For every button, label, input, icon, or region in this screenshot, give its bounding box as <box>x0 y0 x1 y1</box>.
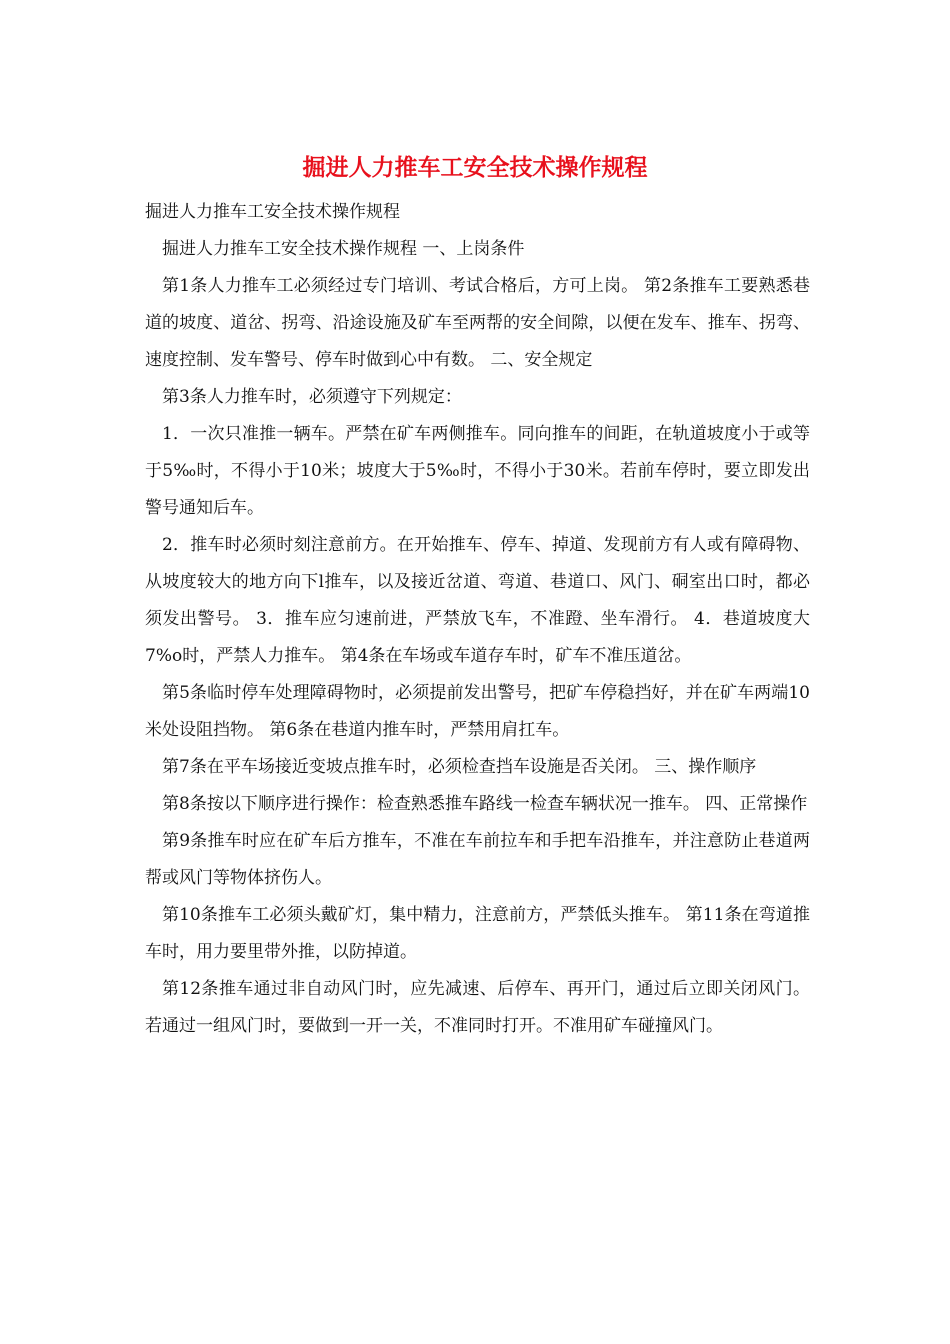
paragraph: 第8条按以下顺序进行操作：检查熟悉推车路线一检查车辆状况一推车。 四、正常操作 <box>162 794 808 814</box>
paragraph: 第9条推车时应在矿车后方推车，不准在车前拉车和手把车沿推车，并注意防止巷道两帮或风门等物体挤伤人。 <box>145 831 810 888</box>
paragraph: 掘进人力推车工安全技术操作规程 一、上岗条件 <box>162 239 525 259</box>
paragraph: 第1条人力推车工必须经过专门培训、考试合格后，方可上岗。 第2条推车工要熟悉巷道的坡度、道岔、拐弯、沿途设施及矿车至两帮的安全间隙，以便在发车、推车、拐弯、速度控制、发车警号、停车时做到心中有数。 二、安全规定 <box>145 276 810 370</box>
paragraph: 第7条在平车场接近变坡点推车时，必须检查挡车设施是否关闭。 三、操作顺序 <box>162 757 757 777</box>
paragraph: 第12条推车通过非自动风门时，应先减速、后停车、再开门，通过后立即关闭风门。若通过一组风门时，要做到一开一关，不准同时打开。不准用矿车碰撞风门。 <box>145 979 810 1036</box>
paragraph: 1．一次只准推一辆车。严禁在矿车两侧推车。同向推车的间距，在轨道坡度小于或等于5‰时，不得小于10米；坡度大于5‰时，不得小于30米。若前车停时，要立即发出警号通知后车。 <box>145 424 810 518</box>
paragraph: 2．推车时必须时刻注意前方。在开始推车、停车、掉道、发现前方有人或有障碍物、从坡度较大的地方向下l推车，以及接近岔道、弯道、巷道口、风门、硐室出口时，都必须发出警号。 3．推车应匀速前进，严禁放飞车，不准蹬、坐车滑行。 4．巷道坡度大7%o时，严禁人力推车。 第4条在车场或车道存车时，矿车不准压道岔。 <box>145 535 810 666</box>
paragraph: 第10条推车工必须头戴矿灯，集中精力，注意前方，严禁低头推车。 第11条在弯道推车时，用力要里带外推，以防掉道。 <box>145 905 810 962</box>
document-title: 掘进人力推车工安全技术操作规程 <box>302 154 648 181</box>
paragraph: 掘进人力推车工安全技术操作规程 <box>145 202 400 222</box>
paragraph: 第3条人力推车时，必须遵守下列规定： <box>162 387 462 407</box>
document-body <box>145 194 810 1045</box>
paragraph: 第5条临时停车处理障碍物时，必须提前发出警号，把矿车停稳挡好，并在矿车两端10米处设阻挡物。 第6条在巷道内推车时，严禁用肩扛车。 <box>145 683 810 740</box>
